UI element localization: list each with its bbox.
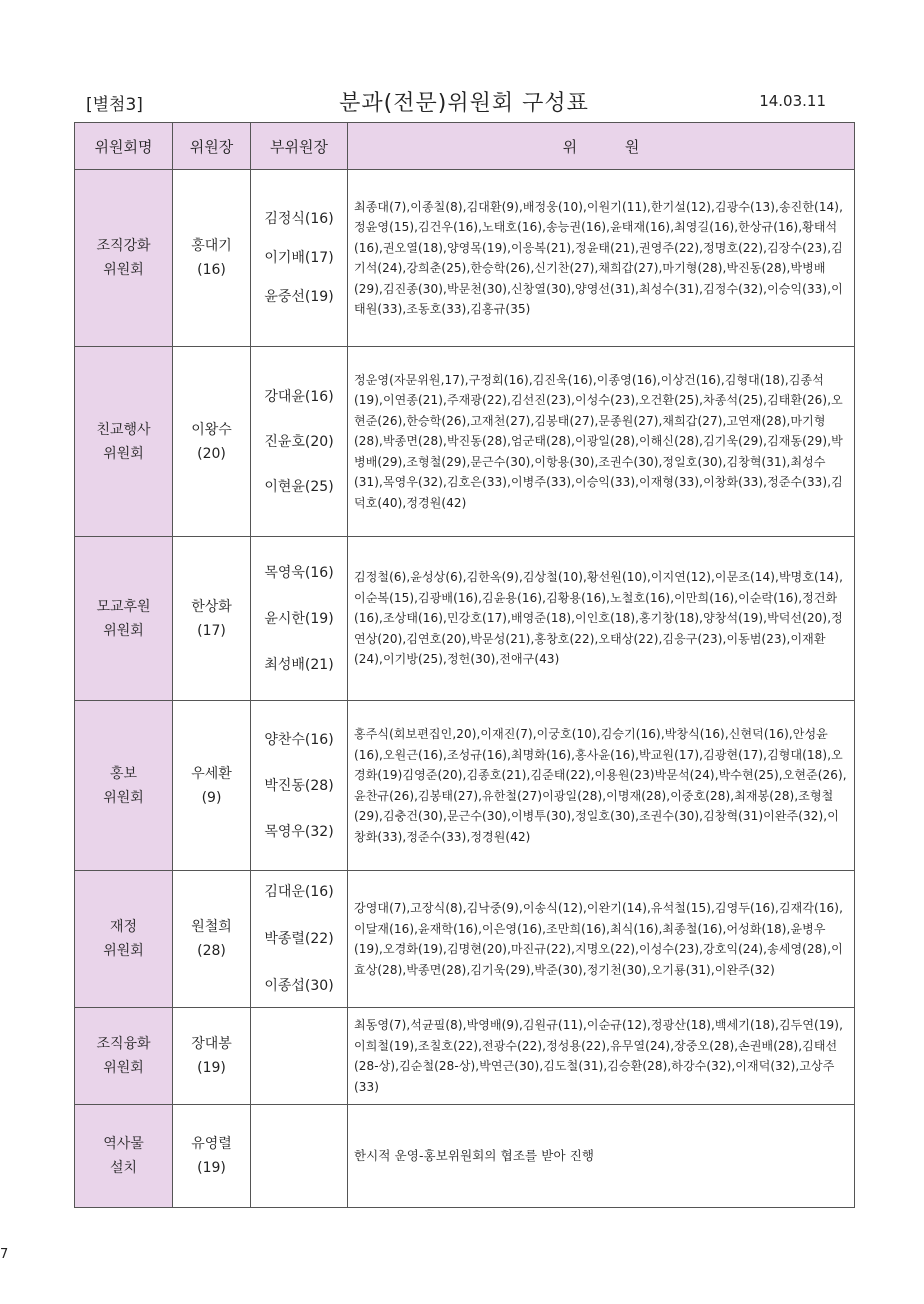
page-title: 분과(전문)위원회 구성표 <box>339 91 589 116</box>
chair-name: 우세환 <box>191 765 232 782</box>
chair-class: (16) <box>197 262 226 278</box>
committee-name-line2: 설치 <box>109 1160 138 1176</box>
committee-name-line2: 위원회 <box>103 445 144 462</box>
committee-name-line1: 조직강화 <box>96 238 151 254</box>
column-header-committee: 위원회명 <box>75 123 173 170</box>
chair-class: (9) <box>201 789 222 806</box>
committee-name-cell <box>75 871 173 1008</box>
vice-chair-1: 김대운(16) <box>264 884 334 900</box>
committee-name-cell <box>75 170 173 347</box>
vice-chair-cell <box>251 347 348 537</box>
chair-name: 장대봉 <box>191 1036 232 1052</box>
committee-name-line2: 위원회 <box>103 622 144 639</box>
chair-cell <box>173 1105 251 1208</box>
committee-name-line1: 역사물 <box>103 1136 144 1152</box>
table-row <box>75 537 855 701</box>
chair-name: 홍대기 <box>191 238 232 254</box>
committee-name-line2: 위원회 <box>103 1060 144 1076</box>
committee-name-line2: 위원회 <box>103 262 144 278</box>
table-row <box>75 871 855 1008</box>
vice-chair-1: 양찬수(16) <box>264 731 334 748</box>
vice-chair-3: 이종섭(30) <box>264 978 334 994</box>
chair-name: 한상화 <box>191 598 232 615</box>
vice-chair-2: 박종렬(22) <box>264 931 334 947</box>
vice-chair-cell <box>251 170 348 347</box>
chair-name: 원철희 <box>191 919 232 935</box>
committee-name-line1: 홍보 <box>109 765 138 782</box>
attachment-label: [별첨3] <box>86 95 143 115</box>
chair-cell <box>173 347 251 537</box>
committee-name-line2: 위원회 <box>103 789 144 806</box>
vice-chair-2: 진윤호(20) <box>264 433 334 450</box>
chair-class: (28) <box>197 943 226 959</box>
chair-cell <box>173 537 251 701</box>
vice-chair-2: 윤시한(19) <box>264 610 334 627</box>
document-header <box>74 86 854 120</box>
vice-chair-3: 이현윤(25) <box>264 478 334 495</box>
table-header-row <box>75 123 855 170</box>
vice-chair-1: 목영욱(16) <box>264 564 334 581</box>
chair-name: 유영렬 <box>191 1136 232 1152</box>
committee-name-cell <box>75 701 173 871</box>
vice-chair-cell <box>251 1105 348 1208</box>
committee-name-line1: 재정 <box>109 919 138 935</box>
vice-chair-cell <box>251 537 348 701</box>
vice-chair-3: 목영우(32) <box>264 823 334 840</box>
members-cell: 강영대(7),고장식(8),김낙중(9),이송식(12),이완기(14),유석철(15),김영두(16),김재각(16),이달재(16),윤재학(16),이은영(16),조만희(16),최식(16),최종철(16),어성화(18),윤병우(19),오경화(19),김명현(20),마진규(22),지명오(22),이성수(23),강호익(24),송세영(28),이효상(28),박종면(28),김기욱(29),박준(30),정기천(30),오기룡(31),이완주(32) <box>348 871 855 1008</box>
chair-class: (17) <box>197 622 226 639</box>
committee-name-line1: 모교후원 <box>96 598 151 615</box>
members-cell: 김정철(6),윤성상(6),김한옥(9),김상철(10),황선원(10),이지연(12),이문조(14),박명호(14),이순복(15),김광배(16),김윤용(16),김황용(16),노철호(16),이만희(16),이순락(16),정건화(16),조상태(16),민강호(17),배영준(18),이인호(18),홍기창(18),양창석(19),박덕선(20),정연상(20),김연호(20),박문성(21),홍창호(22),오태상(22),김응구(23),이동범(23),이재환(24),이기방(25),정헌(30),전애구(43) <box>348 537 855 701</box>
committee-name-cell <box>75 1105 173 1208</box>
vice-chair-2: 이기배(17) <box>264 250 334 266</box>
vice-chair-1: 강대윤(16) <box>264 388 334 405</box>
chair-class: (19) <box>197 1160 226 1176</box>
vice-chair-3: 윤중선(19) <box>264 289 334 305</box>
chair-cell <box>173 871 251 1008</box>
committee-name-line1: 조직융화 <box>96 1036 151 1052</box>
members-cell: 한시적 운영-홍보위원회의 협조를 받아 진행 <box>348 1105 855 1208</box>
committee-table <box>74 122 855 1208</box>
table-row <box>75 1105 855 1208</box>
committee-name-line1: 친교행사 <box>96 421 151 438</box>
vice-chair-3: 최성배(21) <box>264 656 334 673</box>
table-row <box>75 1008 855 1105</box>
committee-name-cell <box>75 347 173 537</box>
chair-cell <box>173 1008 251 1105</box>
committee-name-cell <box>75 537 173 701</box>
column-header-vice-chair: 부위원장 <box>251 123 348 170</box>
column-header-members: 위 원 <box>348 123 855 170</box>
chair-class: (19) <box>197 1060 226 1076</box>
committee-name-line2: 위원회 <box>103 943 144 959</box>
chair-cell <box>173 170 251 347</box>
table-row <box>75 701 855 871</box>
chair-name: 이왕수 <box>191 421 232 438</box>
members-cell: 최종대(7),이종칠(8),김대환(9),배정웅(10),이원기(11),한기설(12),김광수(13),송진한(14),정윤영(15),김건우(16),노태호(16),송능권(16),윤태재(16),최영길(16),한상규(16),황태석(16),권오열(18),양영목(19),이응복(21),정윤태(21),권영주(22),정명호(22),김장수(23),김기석(24),강희춘(25),한승학(26),신기찬(27),채희갑(27),마기형(28),박진동(28),박병배(29),김진종(30),박문천(30),신창열(30),양영선(31),최성수(31),김정수(32),이승익(33),이태원(33),조동호(33),김홍규(35) <box>348 170 855 347</box>
vice-chair-cell <box>251 701 348 871</box>
chair-cell <box>173 701 251 871</box>
vice-chair-cell <box>251 871 348 1008</box>
vice-chair-2: 박진동(28) <box>264 777 334 794</box>
document-date: 14.03.11 <box>759 92 826 110</box>
members-cell: 정운영(자문위원,17),구정회(16),김진욱(16),이종영(16),이상건(16),김형대(18),김종석(19),이연종(21),주재광(22),김선진(23),이성수(23),오건환(25),차종석(25),김태환(26),오현준(26),한승학(26),고재천(27),김봉태(27),문종원(27),채희갑(27),고연재(28),마기형(28),박종면(28),박진동(28),엄군태(28),이광일(28),이해신(28),김기욱(29),김재동(29),박병배(29),조형철(29),문근수(30),이항용(30),조권수(30),정일호(30),김창혁(31),최성수(31),목영우(32),김호은(33),이병주(33),이승익(33),이재형(33),이창화(33),정준수(33),김덕호(40),정경원(42) <box>348 347 855 537</box>
vice-chair-1: 김정식(16) <box>264 211 334 227</box>
chair-class: (20) <box>197 445 226 462</box>
members-cell: 홍주식(회보편집인,20),이재진(7),이궁호(10),김승기(16),박창식(16),신현덕(16),안성윤(16),오원근(16),조성규(16),최명화(16),홍사윤(16),박교원(17),김광현(17),김형대(18),오경화(19)김영준(20),김종호(21),김준태(22),이용원(23)박문석(24),박수현(25),오현준(26),윤찬규(26),김봉태(27),유한철(27)이광일(28),이명재(28),이중호(28),최재봉(28),조형철(29),김충건(30),문근수(30),이병투(30),정일호(30),조권수(30),김창혁(31)이완주(32),이창화(33),정준수(33),정경원(42) <box>348 701 855 871</box>
page-number: 7 <box>0 1247 9 1262</box>
vice-chair-cell <box>251 1008 348 1105</box>
committee-name-cell <box>75 1008 173 1105</box>
table-row <box>75 170 855 347</box>
column-header-chair: 위원장 <box>173 123 251 170</box>
members-cell: 최동영(7),석균필(8),박영배(9),김원규(11),이순규(12),정광산(18),백세기(18),김두연(19),이희철(19),조칠호(22),전광수(22),정성용(22),유무열(24),장중오(28),손권배(28),김태선(28-상),김순철(28-상),박연근(30),김도철(31),김승환(28),하강수(32),이재덕(32),고상주(33) <box>348 1008 855 1105</box>
table-row <box>75 347 855 537</box>
